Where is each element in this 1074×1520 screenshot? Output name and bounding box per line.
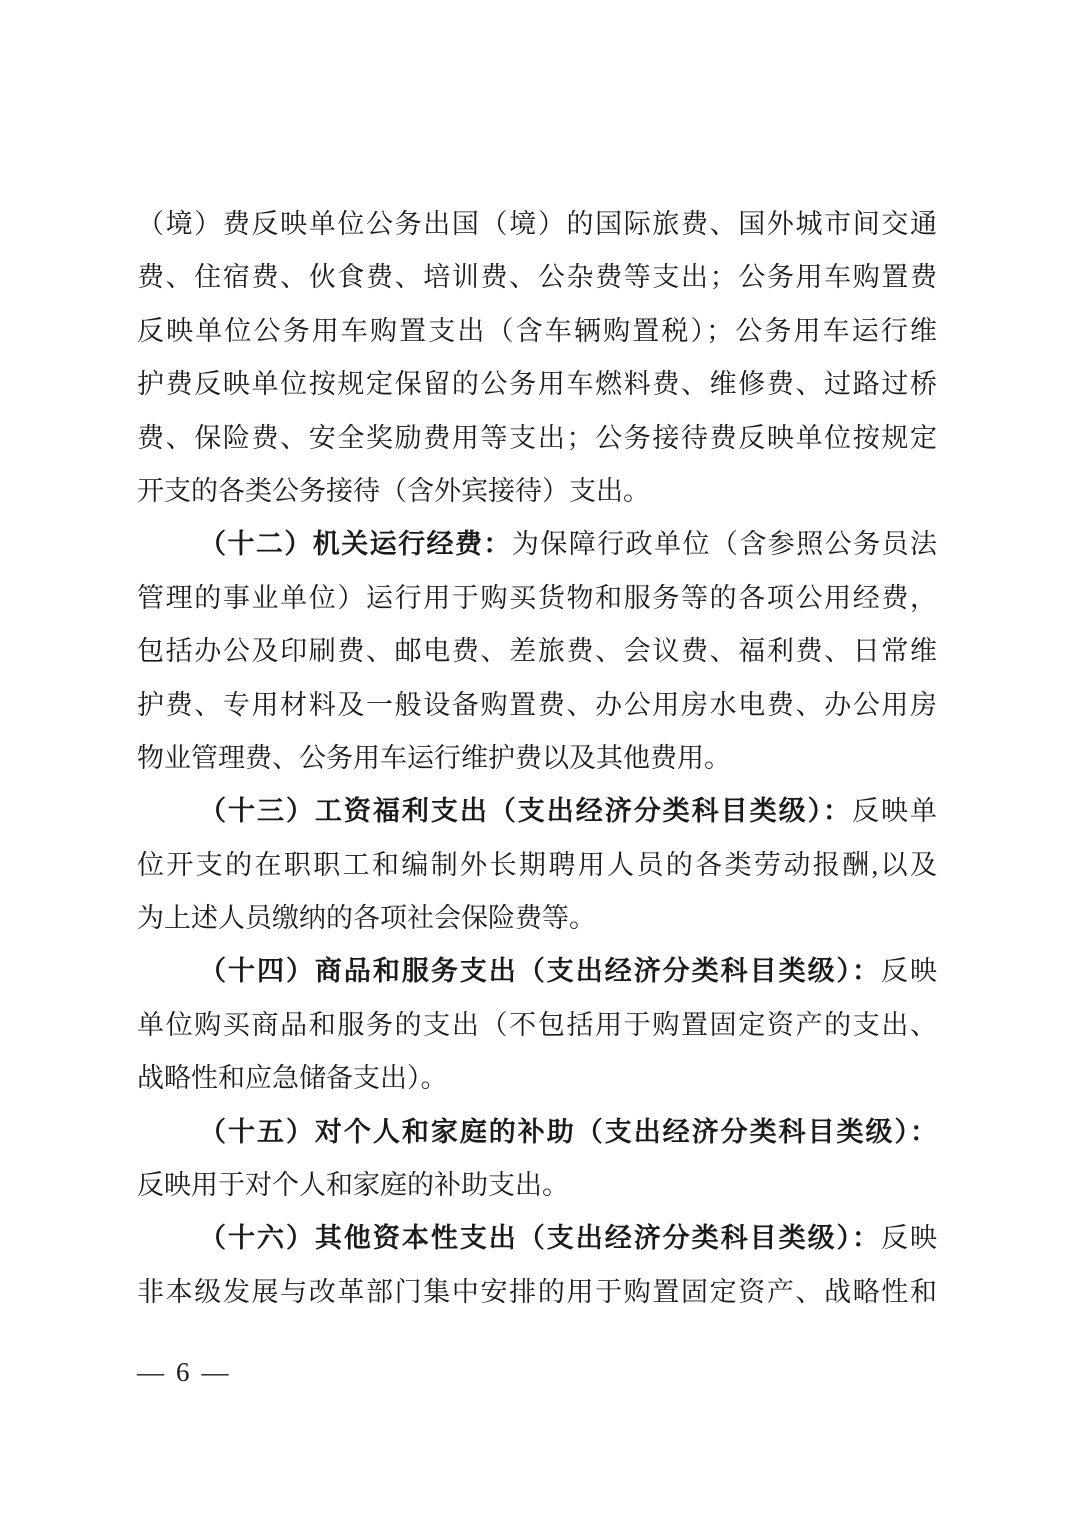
text-line: [137, 679, 937, 732]
text-line: [137, 999, 937, 1052]
page-number-dash-right: —: [201, 1356, 229, 1387]
text-line: [137, 1106, 937, 1159]
line-text: 费、保险费、安全奖励费用等支出；公务接待费反映单位按规定: [137, 422, 937, 453]
text-line: [137, 305, 937, 358]
text-line: [137, 1159, 937, 1212]
text-line: [137, 412, 937, 465]
text-line: [137, 358, 937, 411]
text-line: [137, 572, 937, 625]
line-text: 反映: [881, 1223, 937, 1254]
text-line: [137, 839, 937, 892]
line-text: 反映: [881, 956, 937, 987]
line-text: 费、住宿费、伙食费、培训费、公杂费等支出；公务用车购置费: [137, 262, 937, 293]
line-text: 战略性和应急储备支出）。: [137, 1063, 448, 1094]
line-text: 为保障行政单位（含参照公务员法: [511, 529, 937, 560]
page-number-value: 6: [176, 1356, 190, 1387]
page-number-dash-left: —: [137, 1356, 164, 1387]
line-text: 为上述人员缴纳的各项社会保险费等。: [137, 903, 596, 934]
text-line: [137, 732, 937, 785]
text-line: [137, 198, 937, 251]
heading-section-12: （十二）机关运行经费：: [199, 529, 512, 560]
line-text: 管理的事业单位）运行用于购买货物和服务等的各项公用经费，: [137, 582, 937, 613]
line-text: 反映单: [852, 796, 937, 827]
text-line: [137, 892, 937, 945]
line-text: 护费反映单位按规定保留的公务用车燃料费、维修费、过路过桥: [137, 369, 937, 400]
line-text: 位开支的在职职工和编制外长期聘用人员的各类劳动报酬,以及: [137, 849, 937, 880]
text-line: [137, 1266, 937, 1319]
document-body: [137, 198, 937, 1319]
heading-section-13: （十三）工资福利支出（支出经济分类科目类级）：: [199, 796, 853, 827]
text-line: [137, 1212, 937, 1265]
text-line: [137, 518, 937, 571]
line-text: 反映单位公务用车购置支出（含车辆购置税）；公务用车运行维: [137, 315, 937, 346]
line-text: 物业管理费、公务用车运行维护费以及其他费用。: [137, 742, 731, 773]
line-text: （境）费反映单位公务出国（境）的国际旅费、国外城市间交通: [137, 209, 937, 239]
heading-section-16: （十六）其他资本性支出（支出经济分类科目类级）：: [199, 1223, 882, 1254]
line-text: 单位购买商品和服务的支出（不包括用于购置固定资产的支出、: [137, 1009, 937, 1040]
text-line: [137, 945, 937, 998]
page-number: [137, 1352, 229, 1392]
text-line: [137, 785, 937, 838]
heading-section-15: （十五）对个人和家庭的补助（支出经济分类科目类级）：: [199, 1116, 937, 1147]
text-line: [137, 1052, 937, 1105]
text-line: [137, 251, 937, 304]
text-line: [137, 625, 937, 678]
heading-section-14: （十四）商品和服务支出（支出经济分类科目类级）：: [199, 956, 882, 987]
line-text: 非本级发展与改革部门集中安排的用于购置固定资产、战略性和: [137, 1276, 937, 1307]
text-line: [137, 465, 937, 518]
line-text: 包括办公及印刷费、邮电费、差旅费、会议费、福利费、日常维: [137, 636, 937, 667]
line-text: 开支的各类公务接待（含外宾接待）支出。: [137, 475, 650, 506]
line-text: 护费、专用材料及一般设备购置费、办公用房水电费、办公用房: [137, 689, 937, 720]
line-text: 反映用于对个人和家庭的补助支出。: [137, 1170, 569, 1201]
